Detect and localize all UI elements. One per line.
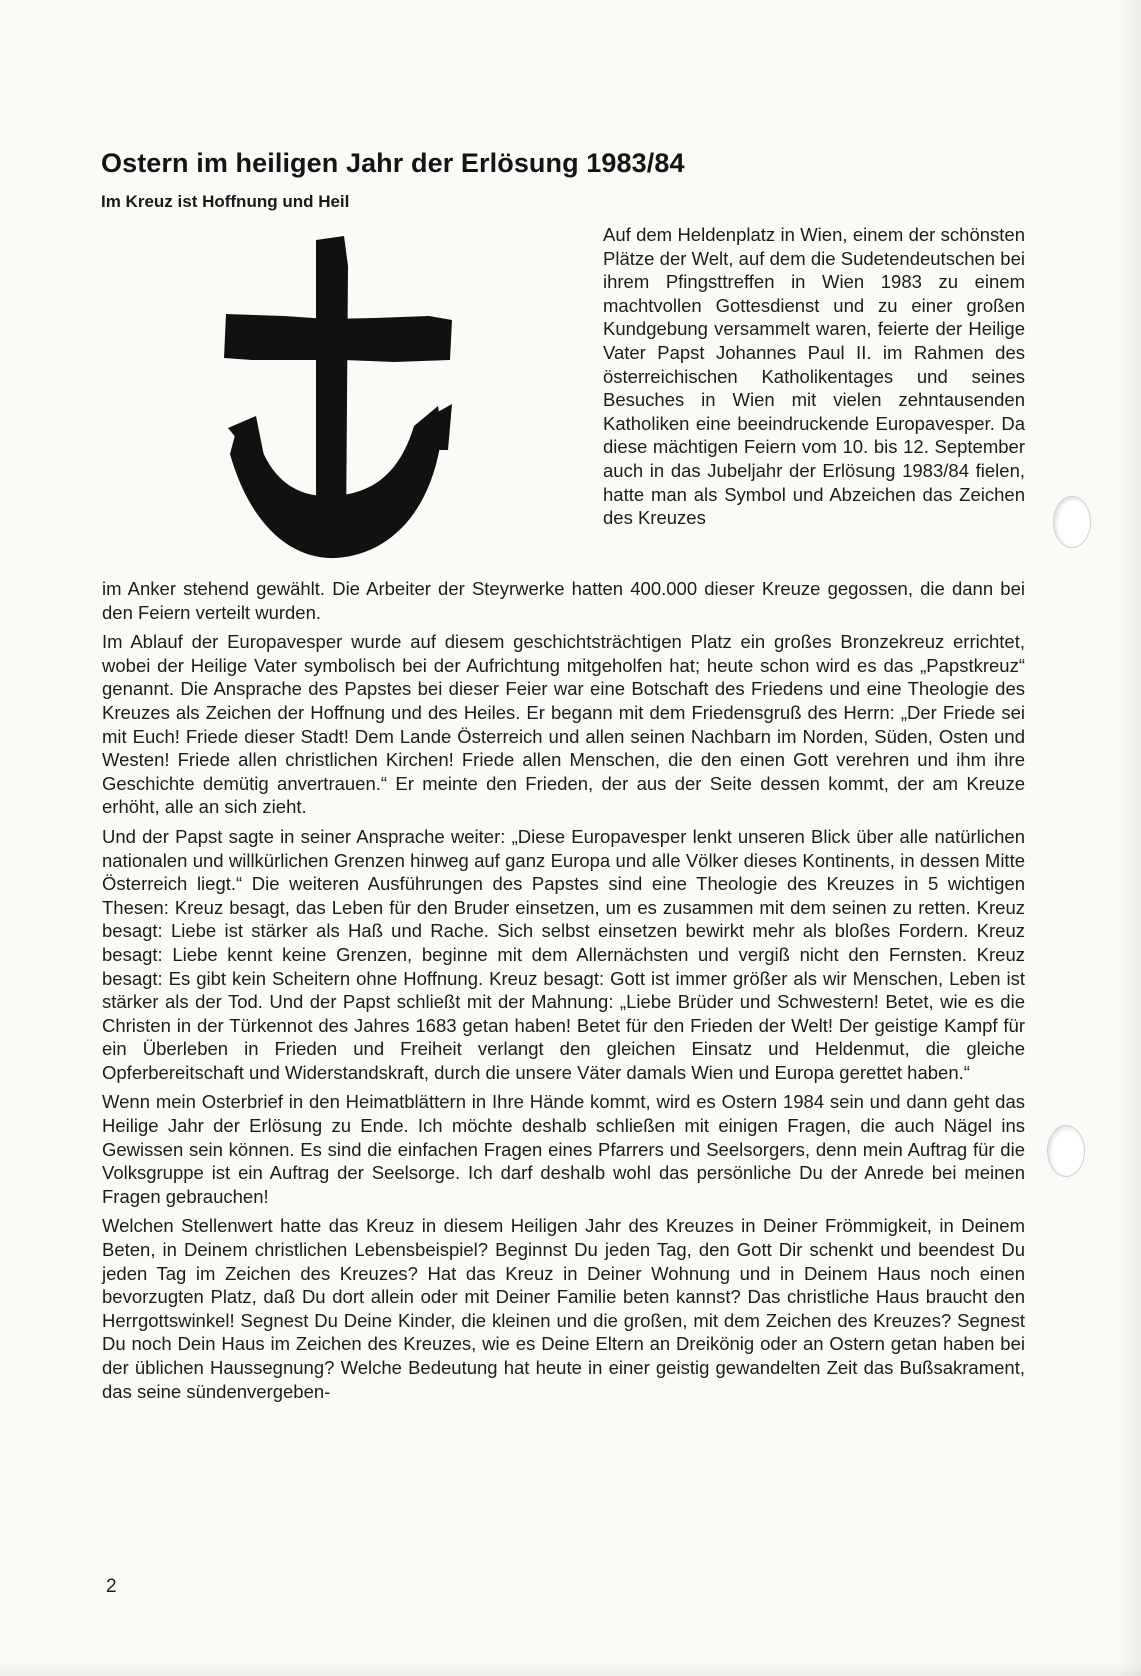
body-paragraph: Und der Papst sagte in seiner Ansprache weiter: „Diese Europavesper lenkt unseren Blick über alle natürlichen nationalen und willkürlichen Grenzen hinweg auf ganz Europa und alle Völker dieses Kontinents, in dessen Mitte Österreich liegt.“ Die weiteren Ausführungen des Papstes sind eine Theologie des Kreuzes in 5 wichtigen Thesen: Kreuz besagt, das Leben für den Bruder einsetzen, um es zusammen mit dem seinen zu retten. Kreuz besagt: Liebe ist stärker als Haß und Rache. Sich selbst einsetzen bewirkt mehr als bloßes Fordern. Kreuz besagt: Liebe kennt keine Grenzen, beginne mit dem Allernächsten und vergiß nicht den Fernsten. Kreuz besagt: Es gibt kein Scheitern ohne Hoffnung. Kreuz besagt: Gott ist immer größer als wir Menschen, Leben ist stärker als der Tod. Und der Papst schließt mit der Mahnung: „Liebe Brüder und Schwestern! Betet, wie es die Christen in der Türkennot des Jahres 1683 getan haben! Betet für den Frieden der Welt! Der geistige Kampf für ein Überleben in Frieden und Freiheit verlangt den gleichen Einsatz und Heldenmut, die gleiche Opferbereitschaft und Widerstandskraft, durch die unsere Väter damals Wien und Europa gerettet haben.“ xyxy=(102,825,1025,1083)
article-subtitle: Im Kreuz ist Hoffnung und Heil xyxy=(101,192,350,211)
intro-column-text: Auf dem Heldenplatz in Wien, einem der schönsten Plätze der Welt, auf dem die Sudetendeutschen bei ihrem Pfingsttreffen in Wien 1983 zu einem machtvollen Gottesdienst und zu einer großen Kundgebung versammelt waren, feierte der Heilige Vater Papst Johannes Paul II. im Rahmen des österreichischen Katholikentages und seines Besuches in Wien mit vielen zehntausenden Katholiken eine beeindruckende Europavesper. Da diese mächtigen Feiern vom 10. bis 12. September auch in das Jubeljahr der Erlösung 1983/84 fielen, hatte man als Symbol und Abzeichen das Zeichen des Kreuzes xyxy=(603,224,1025,529)
body-paragraph: im Anker stehend gewählt. Die Arbeiter der Steyrwerke hatten 400.000 dieser Kreuze gegossen, die dann bei den Feiern verteilt wurden. xyxy=(102,578,1025,623)
punch-hole xyxy=(1053,496,1091,548)
page-number: 2 xyxy=(106,1576,117,1597)
page-bottom-shadow xyxy=(0,1662,1141,1676)
body-paragraph: Im Ablauf der Europavesper wurde auf diesem geschichtsträchtigen Platz ein großes Bronzekreuz errichtet, wobei der Heilige Vater symbolisch bei der Aufrichtung mitgeholfen hat; heute schon wird es das „Papstkreuz“ genannt. Die Ansprache des Papstes bei dieser Feier war eine Botschaft des Friedens und eine Theologie des Kreuzes als Zeichen der Hoffnung und des Heiles. Er begann mit dem Friedensgruß des Herrn: „Der Friede sei mit Euch! Friede dieser Stadt! Dem Lande Österreich und allen seinen Nachbarn im Norden, Süden, Osten und Westen! Friede allen christlichen Kirchen! Friede allen Menschen, die den einen Gott verehren und ihm ihre Geschichte demütig anvertrauen.“ Er meinte den Frieden, der aus der Seite dessen kommt, der am Kreuze erhöht, alle an sich zieht. xyxy=(102,631,1025,818)
punch-hole xyxy=(1047,1125,1085,1177)
article-title: Ostern im heiligen Jahr der Erlösung 1983/84 xyxy=(101,148,685,178)
page-edge-shadow xyxy=(1119,0,1141,1676)
cross-in-anchor-icon xyxy=(224,236,486,576)
article-body xyxy=(102,577,1025,1409)
body-paragraph: Wenn mein Osterbrief in den Heimatblättern in Ihre Hände kommt, wird es Ostern 1984 sein und dann geht das Heilige Jahr der Erlösung zu Ende. Ich möchte deshalb schließen mit einigen Fragen, die auch Nägel ins Gewissen sein können. Es sind die einfachen Fragen eines Pfarrers und Seelsorgers, denn mein Auftrag für die Volksgruppe ist ein Auftrag der Seelsorge. Ich darf deshalb wohl das persönliche Du der Anrede bei meinen Fragen gebrauchen! xyxy=(102,1091,1025,1207)
body-paragraph: Welchen Stellenwert hatte das Kreuz in diesem Heiligen Jahr des Kreuzes in Deiner Frömmigkeit, in Deinem Beten, in Deinem christlichen Lebensbeispiel? Beginnst Du jeden Tag, den Gott Dir schenkt und beendest Du jeden Tag im Zeichen des Kreuzes? Hat das Kreuz in Deiner Wohnung und in Deinem Haus noch einen bevorzugten Platz, daß Du dort allein oder mit Deiner Familie beten kannst? Das christliche Haus braucht den Herrgottswinkel! Segnest Du Deine Kinder, die kleinen und die großen, mit dem Zeichen des Kreuzes? Segnest Du noch Dein Haus im Zeichen des Kreuzes, wie es Deine Eltern an Dreikönig oder an Ostern getan haben bei der üblichen Haussegnung? Welche Bedeutung hat heute in einer geistig gewandelten Zeit das Bußsakrament, das seine sündenvergeben- xyxy=(102,1215,1025,1402)
